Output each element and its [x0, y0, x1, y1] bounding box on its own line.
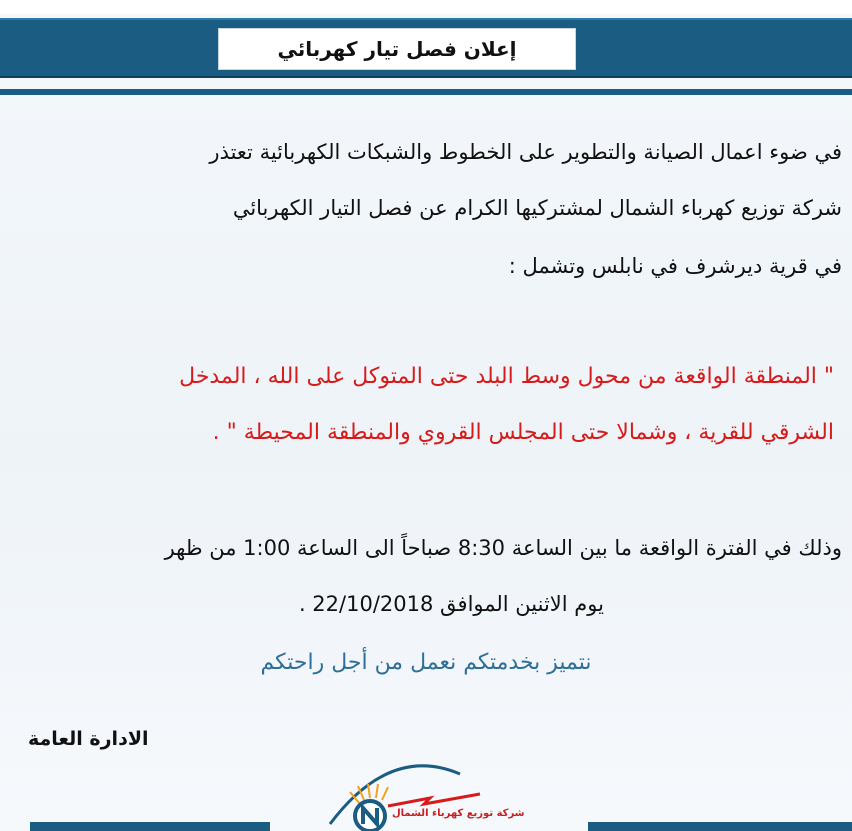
schedule-line-1: وذلك في الفترة الواقعة ما بين الساعة 8:30 صباحاً الى الساعة 1:00 من ظهر [164, 536, 842, 560]
announcement-title: إعلان فصل تيار كهربائي [277, 37, 517, 61]
intro-line-2: شركة توزيع كهرباء الشمال لمشتركيها الكرام عن فصل التيار الكهربائي [232, 196, 842, 220]
footer-bar-right [588, 822, 852, 831]
intro-line-1: في ضوء اعمال الصيانة والتطوير على الخطوط والشبكات الكهربائية تعتذر [209, 140, 842, 164]
area-line-1: " المنطقة الواقعة من محول وسط البلد حتى المتوكل على الله ، المدخل [179, 364, 834, 389]
intro-line-3: في قرية ديرشرف في نابلس وتشمل : [508, 254, 842, 278]
logo-text: شركة توزيع كهرباء الشمال [392, 808, 525, 819]
slogan: نتميز بخدمتكم نعمل من أجل راحتكم [260, 650, 592, 675]
top-band [0, 0, 852, 14]
title-box [218, 28, 576, 70]
header-divider [0, 89, 852, 95]
area-line-2: الشرقي للقرية ، وشمالا حتى المجلس القروي والمنطقة المحيطة " . [212, 420, 834, 445]
footer-bar-left [30, 822, 270, 831]
company-logo-icon [320, 754, 520, 831]
signature: الادارة العامة [28, 728, 149, 750]
schedule-line-2: يوم الاثنين الموافق 22/10/2018 . [298, 592, 604, 616]
